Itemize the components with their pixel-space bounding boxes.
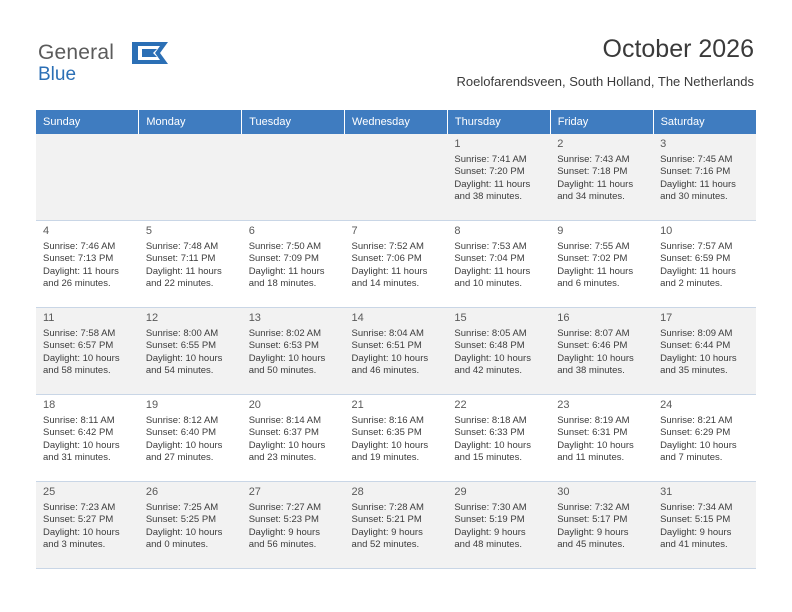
- calendar-week-row: [36, 134, 756, 221]
- day-info-line: Sunrise: 7:45 AM: [660, 153, 733, 165]
- day-info-line: and 35 minutes.: [660, 365, 728, 377]
- day-sun-info: [454, 415, 544, 465]
- day-info-line: and 22 minutes.: [145, 278, 214, 290]
- day-info-line: Daylight: 11 hours: [351, 265, 428, 277]
- day-info-line: Daylight: 11 hours: [557, 178, 634, 190]
- day-sun-info: [249, 502, 339, 552]
- day-info-line: Daylight: 10 hours: [248, 352, 326, 364]
- day-sun-info: [352, 502, 442, 552]
- logo-text-blue: Blue: [38, 64, 77, 85]
- day-info-line: Sunset: 7:13 PM: [43, 253, 114, 265]
- calendar-day-cell: [345, 308, 448, 395]
- weekday-header-wednesday: Wednesday: [345, 110, 448, 134]
- calendar-cell-empty: [139, 134, 242, 221]
- calendar-week-row: [36, 482, 756, 569]
- day-info-line: Sunrise: 8:09 AM: [660, 327, 733, 339]
- day-info-line: Daylight: 10 hours: [557, 439, 634, 451]
- day-info-line: and 18 minutes.: [248, 278, 317, 290]
- day-number: 21: [351, 399, 364, 411]
- calendar-day-cell: [447, 482, 550, 569]
- day-sun-info: [249, 241, 339, 291]
- day-info-line: Sunrise: 7:50 AM: [248, 240, 322, 252]
- day-sun-info: [454, 502, 544, 552]
- day-info-line: Daylight: 10 hours: [145, 439, 223, 451]
- day-info-line: and 54 minutes.: [145, 365, 214, 377]
- day-info-line: and 30 minutes.: [660, 191, 728, 203]
- day-info-line: Sunrise: 7:27 AM: [248, 501, 322, 513]
- page-header: [36, 28, 756, 102]
- day-info-line: Sunrise: 8:16 AM: [351, 414, 424, 426]
- day-sun-info: [43, 502, 133, 552]
- day-info-line: Sunrise: 7:30 AM: [454, 501, 527, 513]
- calendar-day-cell: [36, 308, 139, 395]
- day-info-line: and 31 minutes.: [43, 452, 111, 464]
- calendar-day-cell: [653, 221, 756, 308]
- calendar-day-cell: [345, 221, 448, 308]
- day-info-line: Sunrise: 7:41 AM: [454, 153, 527, 165]
- calendar-day-cell: [447, 221, 550, 308]
- location-subtitle: Roelofarendsveen, South Holland, The Netherlands: [456, 74, 754, 89]
- day-info-line: Sunset: 6:31 PM: [557, 427, 628, 439]
- day-info-line: Sunset: 7:06 PM: [351, 253, 422, 265]
- day-info-line: Sunrise: 8:21 AM: [660, 414, 733, 426]
- day-info-line: and 6 minutes.: [557, 278, 620, 290]
- day-info-line: Sunset: 5:19 PM: [454, 514, 525, 526]
- day-number: 15: [454, 312, 467, 324]
- calendar-day-cell: [242, 308, 345, 395]
- day-info-line: and 41 minutes.: [660, 539, 728, 551]
- calendar-cell-empty: [36, 134, 139, 221]
- day-sun-info: [146, 241, 236, 291]
- calendar-day-cell: [139, 308, 242, 395]
- day-info-line: Sunset: 5:21 PM: [351, 514, 422, 526]
- day-info-line: and 50 minutes.: [248, 365, 317, 377]
- day-info-line: Sunset: 6:40 PM: [145, 427, 217, 439]
- day-info-line: Sunrise: 8:04 AM: [351, 327, 424, 339]
- page-title: October 2026: [602, 35, 754, 63]
- day-info-line: Daylight: 11 hours: [248, 265, 325, 277]
- day-info-line: Daylight: 10 hours: [351, 352, 429, 364]
- day-info-line: Daylight: 10 hours: [248, 439, 326, 451]
- day-info-line: Daylight: 10 hours: [557, 352, 634, 364]
- day-number: 28: [351, 486, 364, 498]
- day-info-line: Sunrise: 8:02 AM: [248, 327, 322, 339]
- calendar-week-row: [36, 221, 756, 308]
- day-info-line: Sunset: 7:02 PM: [557, 253, 628, 265]
- day-info-line: Sunset: 7:11 PM: [145, 253, 216, 265]
- day-info-line: Sunrise: 7:46 AM: [43, 240, 116, 252]
- calendar-day-cell: [653, 482, 756, 569]
- calendar-day-cell: [139, 221, 242, 308]
- day-info-line: Daylight: 10 hours: [454, 352, 531, 364]
- calendar-day-cell: [550, 482, 653, 569]
- day-number: 31: [660, 486, 673, 498]
- day-info-line: Sunset: 6:29 PM: [660, 427, 731, 439]
- day-info-line: Daylight: 9 hours: [557, 526, 629, 538]
- day-number: 29: [454, 486, 467, 498]
- day-info-line: and 15 minutes.: [454, 452, 522, 464]
- day-info-line: Sunrise: 7:52 AM: [351, 240, 424, 252]
- day-info-line: Sunset: 6:42 PM: [43, 427, 114, 439]
- day-info-line: Sunset: 6:37 PM: [248, 427, 319, 439]
- day-info-line: Daylight: 10 hours: [454, 439, 531, 451]
- day-info-line: Sunrise: 8:18 AM: [454, 414, 527, 426]
- day-info-line: Sunrise: 8:19 AM: [557, 414, 630, 426]
- day-sun-info: [146, 502, 236, 552]
- day-info-line: Daylight: 11 hours: [454, 265, 531, 277]
- day-info-line: and 34 minutes.: [557, 191, 625, 203]
- day-info-line: and 7 minutes.: [660, 452, 723, 464]
- calendar-day-cell: [345, 395, 448, 482]
- day-info-line: Sunrise: 8:14 AM: [248, 414, 322, 426]
- calendar-day-cell: [139, 482, 242, 569]
- day-info-line: and 19 minutes.: [351, 452, 420, 464]
- calendar-day-cell: [447, 395, 550, 482]
- day-info-line: Sunset: 7:09 PM: [248, 253, 319, 265]
- day-info-line: Sunset: 6:59 PM: [660, 253, 731, 265]
- day-info-line: Sunrise: 8:11 AM: [43, 414, 115, 426]
- day-sun-info: [43, 241, 133, 291]
- day-info-line: Sunset: 6:44 PM: [660, 340, 731, 352]
- day-info-line: Sunset: 5:25 PM: [145, 514, 217, 526]
- day-number: 10: [660, 225, 673, 237]
- day-number: 14: [351, 312, 364, 324]
- day-info-line: Sunset: 6:53 PM: [248, 340, 319, 352]
- day-sun-info: [249, 328, 339, 378]
- weekday-header-sunday: Sunday: [36, 110, 139, 134]
- day-info-line: Sunrise: 7:58 AM: [43, 327, 116, 339]
- day-info-line: Daylight: 11 hours: [660, 178, 736, 190]
- flag-icon: [130, 40, 170, 66]
- calendar-day-cell: [242, 395, 345, 482]
- day-info-line: Sunset: 6:46 PM: [557, 340, 628, 352]
- calendar-day-cell: [653, 308, 756, 395]
- day-info-line: and 26 minutes.: [43, 278, 111, 290]
- day-info-line: and 23 minutes.: [248, 452, 317, 464]
- day-number: 13: [248, 312, 261, 324]
- day-info-line: Sunrise: 7:48 AM: [145, 240, 219, 252]
- calendar-day-cell: [36, 395, 139, 482]
- day-info-line: Daylight: 10 hours: [660, 439, 737, 451]
- day-info-line: Sunset: 5:15 PM: [660, 514, 731, 526]
- day-info-line: Sunrise: 8:05 AM: [454, 327, 527, 339]
- day-number: 18: [43, 399, 56, 411]
- day-info-line: Sunrise: 7:28 AM: [351, 501, 424, 513]
- calendar-day-cell: [550, 308, 653, 395]
- day-sun-info: [660, 328, 750, 378]
- calendar-day-cell: [447, 134, 550, 221]
- day-info-line: Sunrise: 8:00 AM: [145, 327, 219, 339]
- day-number: 17: [660, 312, 673, 324]
- day-info-line: Sunrise: 8:07 AM: [557, 327, 630, 339]
- calendar-table: [36, 110, 756, 569]
- day-info-line: Sunrise: 7:53 AM: [454, 240, 527, 252]
- calendar-cell-empty: [345, 134, 448, 221]
- calendar-day-cell: [550, 221, 653, 308]
- day-info-line: Sunset: 5:17 PM: [557, 514, 628, 526]
- day-number: 5: [145, 225, 152, 237]
- day-info-line: Daylight: 10 hours: [43, 352, 120, 364]
- calendar-day-cell: [550, 134, 653, 221]
- day-info-line: Daylight: 11 hours: [145, 265, 222, 277]
- day-number: 9: [557, 225, 564, 237]
- day-number: 8: [454, 225, 461, 237]
- day-number: 4: [43, 225, 50, 237]
- day-info-line: Sunset: 5:27 PM: [43, 514, 114, 526]
- day-sun-info: [43, 328, 133, 378]
- day-sun-info: [454, 154, 544, 204]
- day-sun-info: [557, 502, 647, 552]
- day-info-line: Sunrise: 7:57 AM: [660, 240, 733, 252]
- day-info-line: Sunrise: 8:12 AM: [145, 414, 219, 426]
- day-info-line: Sunrise: 7:25 AM: [145, 501, 219, 513]
- day-info-line: and 3 minutes.: [43, 539, 106, 551]
- calendar-week-row: [36, 395, 756, 482]
- day-info-line: Daylight: 11 hours: [454, 178, 531, 190]
- day-info-line: Daylight: 10 hours: [660, 352, 737, 364]
- day-info-line: and 46 minutes.: [351, 365, 420, 377]
- day-info-line: Sunset: 7:18 PM: [557, 166, 628, 178]
- calendar-body: [36, 134, 756, 569]
- day-info-line: Daylight: 10 hours: [43, 439, 120, 451]
- day-info-line: Daylight: 10 hours: [43, 526, 120, 538]
- day-info-line: Daylight: 9 hours: [454, 526, 526, 538]
- day-number: 27: [248, 486, 261, 498]
- calendar-day-cell: [447, 308, 550, 395]
- calendar-day-cell: [653, 395, 756, 482]
- day-info-line: Daylight: 11 hours: [660, 265, 736, 277]
- day-sun-info: [557, 241, 647, 291]
- day-number: 16: [557, 312, 570, 324]
- day-sun-info: [454, 241, 544, 291]
- day-number: 20: [248, 399, 261, 411]
- weekday-header-saturday: Saturday: [653, 110, 756, 134]
- day-info-line: Daylight: 10 hours: [145, 352, 223, 364]
- day-info-line: and 56 minutes.: [248, 539, 317, 551]
- day-info-line: Sunset: 7:04 PM: [454, 253, 525, 265]
- day-sun-info: [557, 154, 647, 204]
- calendar-day-cell: [139, 395, 242, 482]
- day-info-line: and 14 minutes.: [351, 278, 420, 290]
- day-number: 7: [351, 225, 358, 237]
- day-info-line: Sunset: 6:57 PM: [43, 340, 114, 352]
- calendar-week-row: [36, 308, 756, 395]
- day-info-line: and 52 minutes.: [351, 539, 420, 551]
- calendar-cell-empty: [242, 134, 345, 221]
- day-number: 24: [660, 399, 673, 411]
- day-number: 11: [43, 312, 55, 324]
- day-number: 12: [145, 312, 159, 324]
- calendar-day-cell: [550, 395, 653, 482]
- day-sun-info: [249, 415, 339, 465]
- day-sun-info: [146, 328, 236, 378]
- calendar-day-cell: [242, 482, 345, 569]
- day-info-line: Sunset: 7:16 PM: [660, 166, 731, 178]
- day-sun-info: [557, 328, 647, 378]
- day-info-line: and 2 minutes.: [660, 278, 723, 290]
- day-info-line: and 38 minutes.: [557, 365, 625, 377]
- day-number: 3: [660, 138, 667, 150]
- weekday-header-row: [36, 110, 756, 134]
- day-number: 1: [454, 138, 461, 150]
- day-sun-info: [352, 328, 442, 378]
- day-sun-info: [557, 415, 647, 465]
- day-sun-info: [352, 415, 442, 465]
- day-sun-info: [43, 415, 133, 465]
- day-sun-info: [454, 328, 544, 378]
- day-info-line: Sunrise: 7:34 AM: [660, 501, 733, 513]
- day-sun-info: [660, 154, 750, 204]
- day-number: 22: [454, 399, 467, 411]
- logo-text-general: General: [38, 41, 115, 64]
- logo[interactable]: [38, 42, 238, 92]
- day-info-line: Sunrise: 7:43 AM: [557, 153, 630, 165]
- weekday-header-tuesday: Tuesday: [242, 110, 345, 134]
- day-info-line: and 27 minutes.: [145, 452, 214, 464]
- day-info-line: Sunset: 6:35 PM: [351, 427, 422, 439]
- day-info-line: Daylight: 9 hours: [660, 526, 732, 538]
- day-number: 26: [145, 486, 159, 498]
- day-info-line: Daylight: 11 hours: [43, 265, 119, 277]
- calendar-day-cell: [36, 221, 139, 308]
- day-sun-info: [146, 415, 236, 465]
- day-info-line: Daylight: 9 hours: [351, 526, 423, 538]
- day-info-line: and 11 minutes.: [557, 452, 625, 464]
- day-info-line: and 48 minutes.: [454, 539, 522, 551]
- day-number: 23: [557, 399, 570, 411]
- day-info-line: Sunset: 6:48 PM: [454, 340, 525, 352]
- weekday-header-monday: Monday: [139, 110, 242, 134]
- day-number: 6: [248, 225, 255, 237]
- day-sun-info: [660, 502, 750, 552]
- weekday-header-thursday: Thursday: [447, 110, 550, 134]
- day-number: 2: [557, 138, 564, 150]
- day-info-line: Sunset: 7:20 PM: [454, 166, 525, 178]
- day-sun-info: [660, 415, 750, 465]
- day-info-line: and 58 minutes.: [43, 365, 111, 377]
- calendar-day-cell: [345, 482, 448, 569]
- day-info-line: Sunrise: 7:32 AM: [557, 501, 630, 513]
- day-info-line: Sunrise: 7:23 AM: [43, 501, 116, 513]
- calendar-day-cell: [242, 221, 345, 308]
- day-info-line: Daylight: 11 hours: [557, 265, 634, 277]
- day-number: 30: [557, 486, 570, 498]
- day-number: 19: [145, 399, 159, 411]
- day-info-line: and 38 minutes.: [454, 191, 522, 203]
- day-info-line: and 45 minutes.: [557, 539, 625, 551]
- calendar-day-cell: [653, 134, 756, 221]
- day-info-line: Daylight: 9 hours: [248, 526, 320, 538]
- title-block: [456, 34, 754, 90]
- day-info-line: Daylight: 10 hours: [145, 526, 223, 538]
- day-sun-info: [660, 241, 750, 291]
- day-info-line: Sunset: 5:23 PM: [248, 514, 319, 526]
- weekday-header-friday: Friday: [550, 110, 653, 134]
- day-info-line: and 0 minutes.: [145, 539, 209, 551]
- calendar-day-cell: [36, 482, 139, 569]
- day-info-line: Sunrise: 7:55 AM: [557, 240, 630, 252]
- day-info-line: Daylight: 10 hours: [351, 439, 429, 451]
- day-info-line: and 10 minutes.: [454, 278, 522, 290]
- day-info-line: Sunset: 6:33 PM: [454, 427, 525, 439]
- day-info-line: Sunset: 6:55 PM: [145, 340, 217, 352]
- day-info-line: and 42 minutes.: [454, 365, 522, 377]
- day-number: 25: [43, 486, 56, 498]
- day-sun-info: [352, 241, 442, 291]
- day-info-line: Sunset: 6:51 PM: [351, 340, 422, 352]
